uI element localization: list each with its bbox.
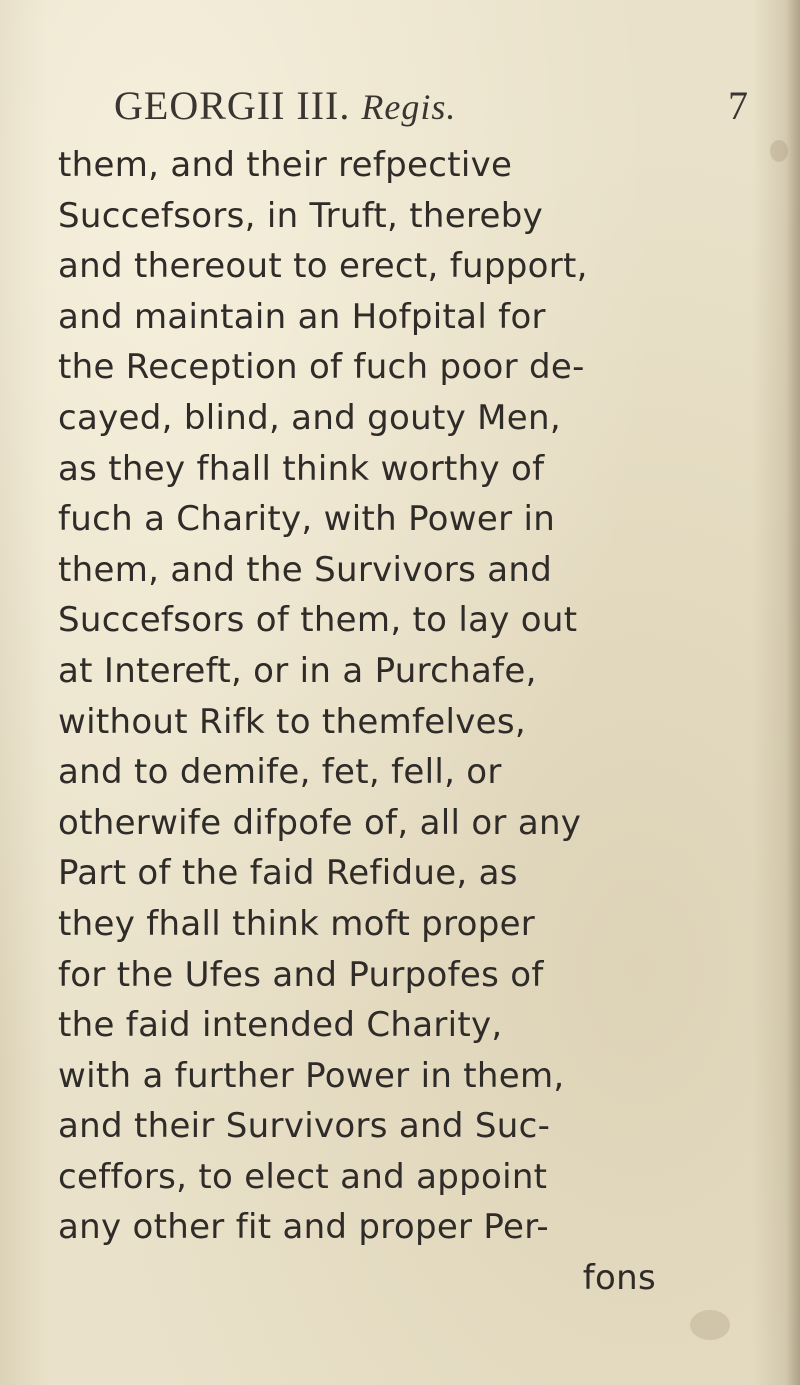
- text-line: and their Survivors and Suc-: [58, 1106, 551, 1147]
- text-line: Succefsors, in Truft, thereby: [58, 195, 543, 236]
- text-line: at Intereft, or in a Purchafe,: [58, 650, 537, 691]
- text-line: and to demife, fet, fell, or: [58, 752, 502, 793]
- text-line: them, and the Survivors and: [58, 549, 553, 590]
- body-text: [58, 140, 758, 1304]
- text-line: any other fit and proper Per-: [58, 1207, 549, 1248]
- text-line: and maintain an Hofpital for: [58, 296, 546, 337]
- text-line: fuch a Charity, with Power in: [58, 499, 556, 540]
- running-head: [0, 70, 800, 130]
- page-edge-shadow: [786, 0, 800, 1385]
- text-line: Succefsors of them, to lay out: [58, 600, 578, 641]
- text-line: and thereout to erect, fupport,: [58, 246, 588, 287]
- text-line: they fhall think moft proper: [58, 903, 536, 944]
- text-line: for the Ufes and Purpofes of: [58, 954, 544, 995]
- text-line: Part of the faid Refidue, as: [58, 853, 518, 894]
- text-line: ceffors, to elect and appoint: [58, 1156, 548, 1197]
- text-line: cayed, blind, and gouty Men,: [58, 397, 561, 438]
- running-head-regis: Regis.: [361, 87, 457, 127]
- text-line: them, and their refpective: [58, 145, 513, 185]
- catchword: fons: [582, 1258, 656, 1299]
- paper-stain: [770, 140, 788, 162]
- text-line: otherwife difpofe of, all or any: [58, 802, 582, 843]
- text-line: as they fhall think worthy of: [58, 448, 545, 489]
- text-line: the faid intended Charity,: [58, 1005, 503, 1046]
- text-line: with a further Power in them,: [58, 1055, 565, 1096]
- running-head-king: GEORGII III.: [114, 83, 351, 128]
- text-line: without Rifk to themfelves,: [58, 701, 527, 742]
- text-line: the Reception of fuch poor de-: [58, 347, 585, 388]
- running-head-title: [114, 82, 456, 129]
- page-number: 7: [728, 83, 748, 128]
- paper-stain: [690, 1310, 730, 1340]
